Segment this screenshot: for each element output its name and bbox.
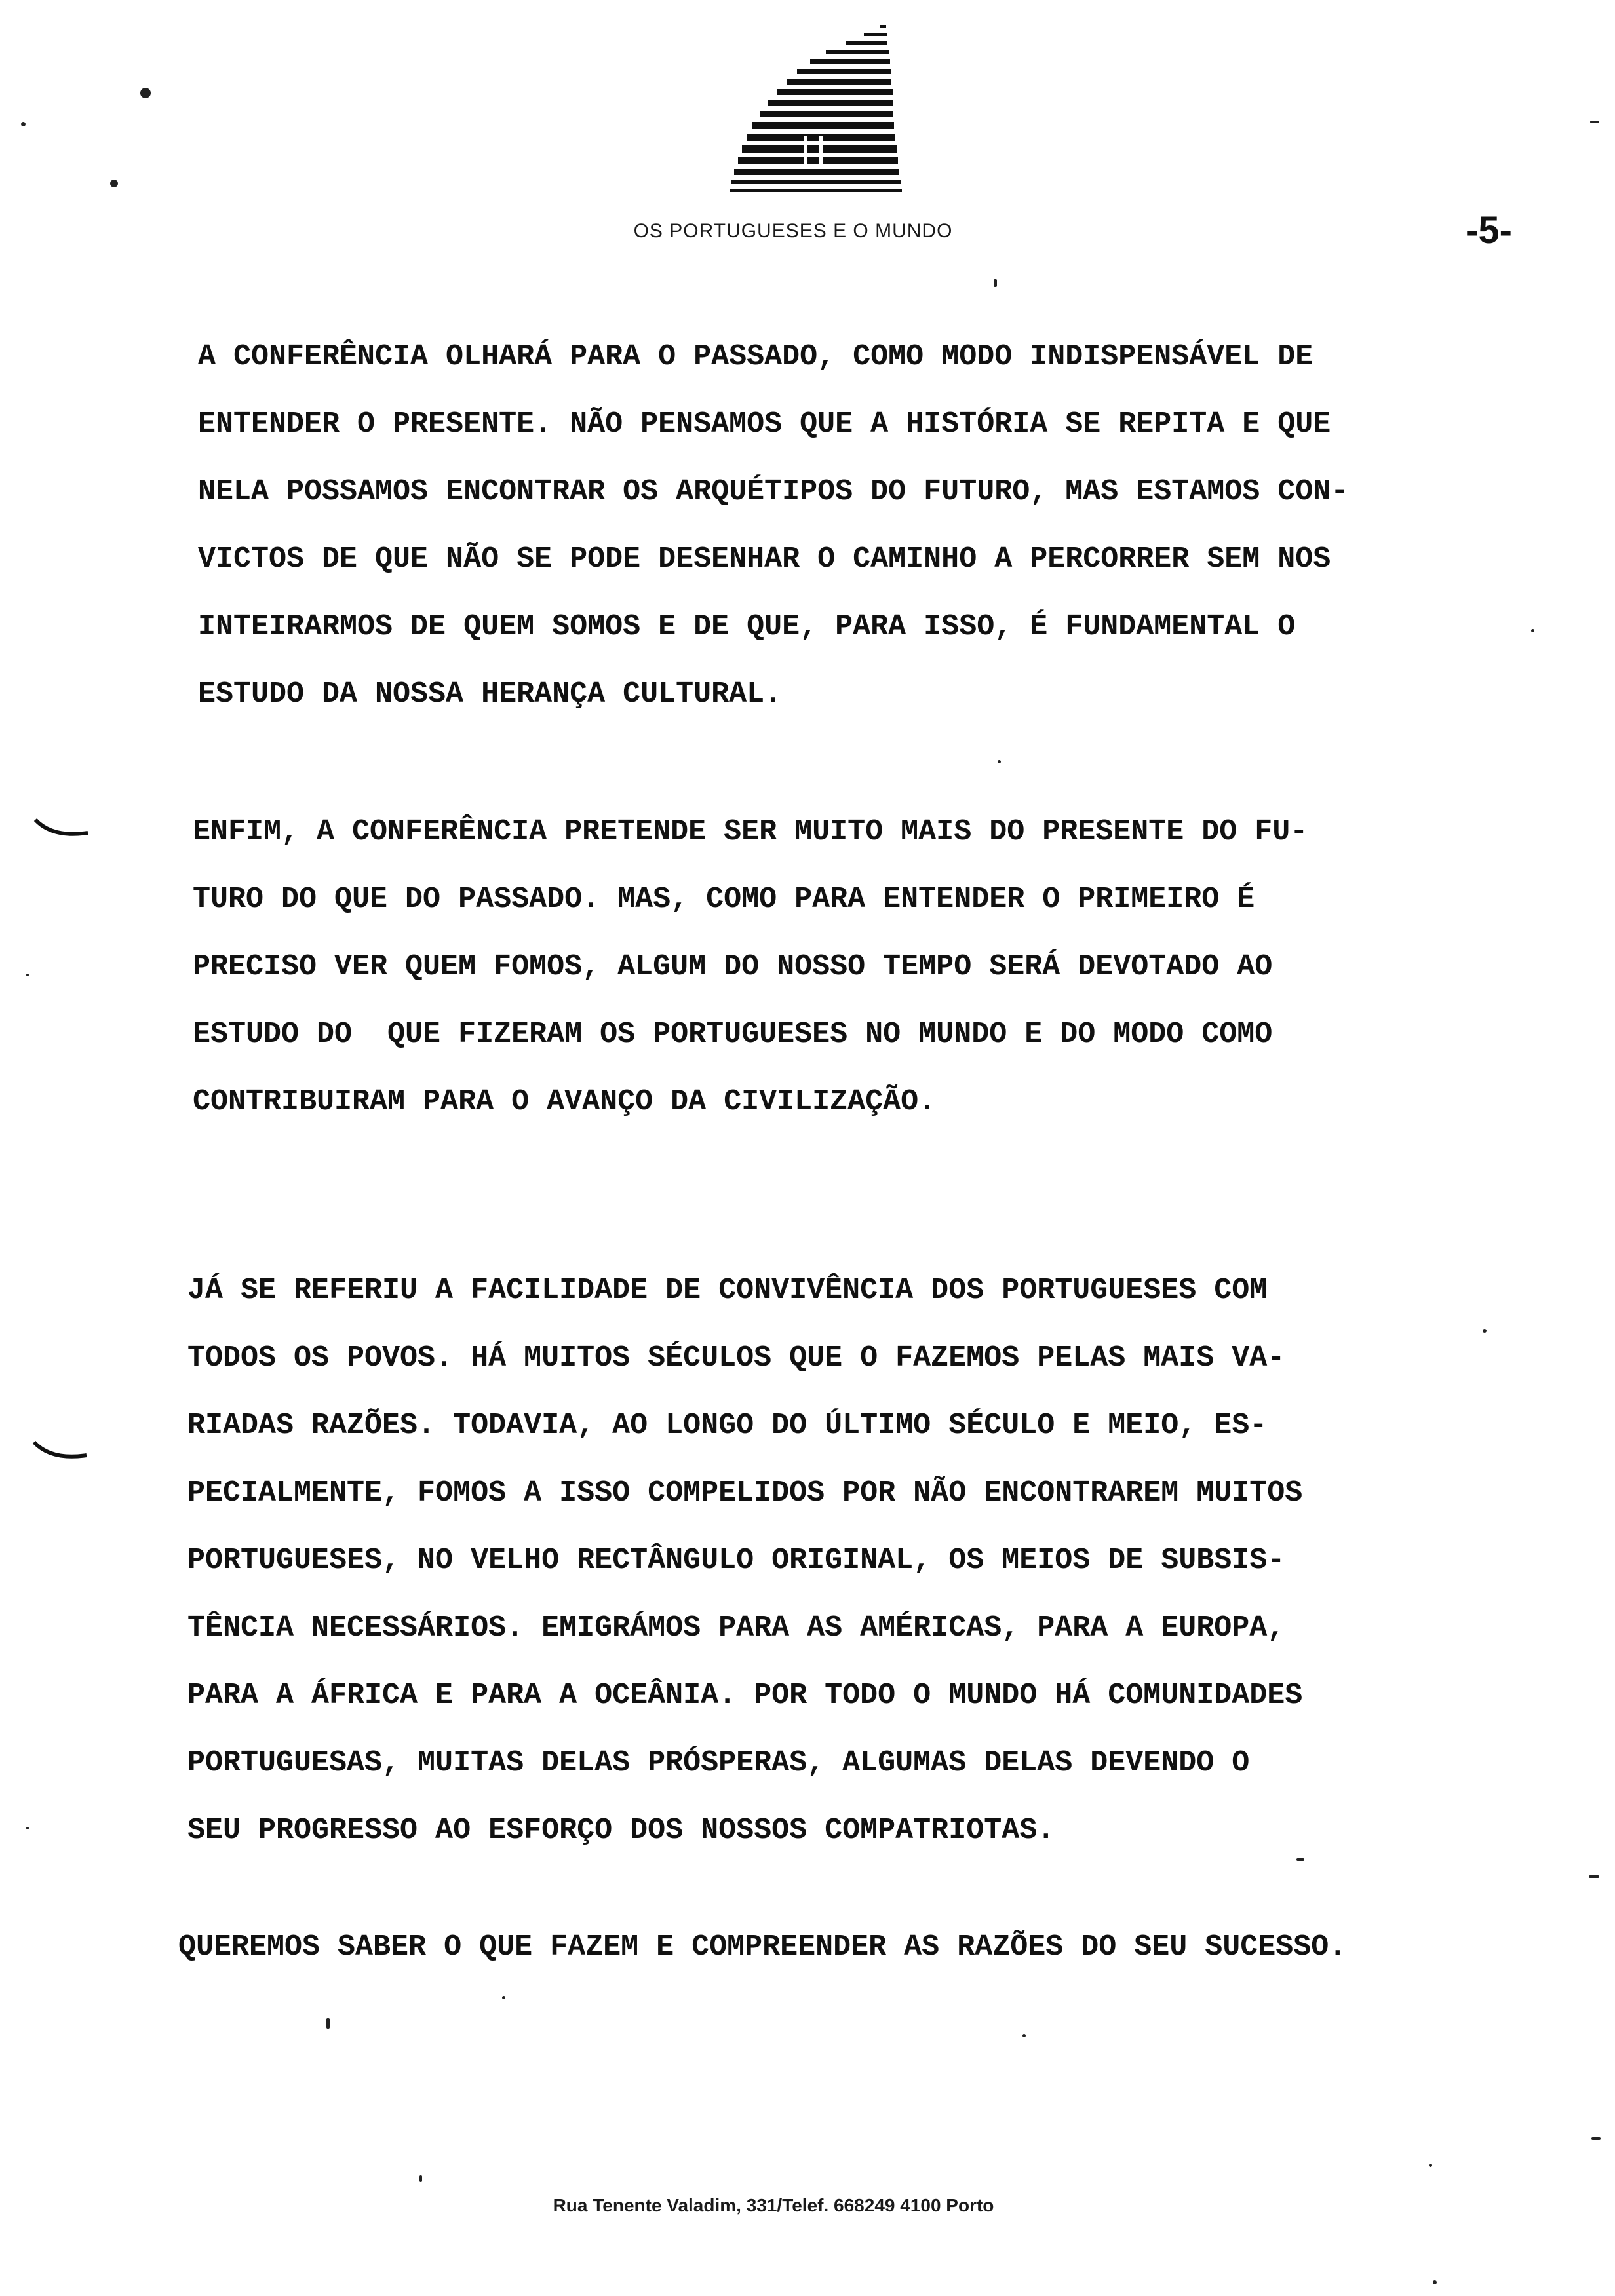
margin-punch-mark — [33, 816, 92, 842]
text-line: PORTUGUESES, NO VELHO RECTÂNGULO ORIGINAL, OS MEIOS DE SUBSIS- — [187, 1544, 1285, 1577]
scan-speck — [502, 1996, 505, 1999]
text-line: PARA A ÁFRICA E PARA A OCEÂNIA. POR TODO O MUNDO HÁ COMUNIDADES — [187, 1679, 1303, 1712]
text-line: TODOS OS POVOS. HÁ MUITOS SÉCULOS QUE O FAZEMOS PELAS MAIS VA- — [187, 1341, 1285, 1375]
text-line: A CONFERÊNCIA OLHARÁ PARA O PASSADO, COMO MODO INDISPENSÁVEL DE — [198, 340, 1313, 373]
text-line: NELA POSSAMOS ENCONTRAR OS ARQUÉTIPOS DO FUTURO, MAS ESTAMOS CON- — [198, 475, 1349, 508]
paragraph — [193, 798, 1308, 1136]
text-line: TÊNCIA NECESSÁRIOS. EMIGRÁMOS PARA AS AMÉRICAS, PARA A EUROPA, — [187, 1611, 1285, 1645]
scan-speck — [140, 88, 151, 98]
paragraph — [187, 1257, 1302, 1864]
text-line: PORTUGUESAS, MUITAS DELAS PRÓSPERAS, ALGUMAS DELAS DEVENDO O — [187, 1746, 1250, 1780]
scan-speck — [21, 122, 26, 126]
footer-address: Rua Tenente Valadim, 331/Telef. 668249 4100 Porto — [553, 2195, 994, 2215]
scan-speck — [998, 760, 1001, 763]
paragraph — [198, 323, 1348, 728]
scan-speck — [419, 2175, 422, 2182]
scan-speck — [1483, 1329, 1487, 1333]
text-line: PECIALMENTE, FOMOS A ISSO COMPELIDOS POR NÃO ENCONTRAREM MUITOS — [187, 1476, 1303, 1510]
text-line: ENFIM, A CONFERÊNCIA PRETENDE SER MUITO MAIS DO PRESENTE DO FU- — [193, 815, 1308, 849]
text-line: VICTOS DE QUE NÃO SE PODE DESENHAR O CAMINHO A PERCORRER SEM NOS — [198, 543, 1331, 576]
scan-speck — [1022, 2034, 1026, 2037]
scan-speck — [1590, 121, 1599, 123]
organization-name: OS PORTUGUESES E O MUNDO — [633, 220, 953, 242]
paragraph — [178, 1913, 1346, 1981]
scan-speck — [326, 2018, 330, 2029]
text-line: QUEREMOS SABER O QUE FAZEM E COMPREENDER AS RAZÕES DO SEU SUCESSO. — [178, 1930, 1347, 1964]
ship-sail-lines-logo-icon — [688, 25, 911, 202]
text-line: JÁ SE REFERIU A FACILIDADE DE CONVIVÊNCIA DOS PORTUGUESES COM — [187, 1274, 1268, 1307]
text-line: INTEIRARMOS DE QUEM SOMOS E DE QUE, PARA ISSO, É FUNDAMENTAL O — [198, 610, 1296, 643]
scan-speck — [1296, 1858, 1304, 1861]
scan-speck — [1429, 2164, 1432, 2167]
scan-speck — [26, 1827, 29, 1829]
scan-speck — [1591, 2137, 1601, 2140]
page-number: -5- — [1466, 209, 1512, 252]
text-line: SEU PROGRESSO AO ESFORÇO DOS NOSSOS COMPATRIOTAS. — [187, 1814, 1055, 1847]
margin-punch-mark — [31, 1438, 90, 1464]
text-line: TURO DO QUE DO PASSADO. MAS, COMO PARA ENTENDER O PRIMEIRO É — [193, 883, 1255, 916]
text-line: ESTUDO DA NOSSA HERANÇA CULTURAL. — [198, 678, 783, 711]
scan-speck — [1531, 629, 1534, 632]
scan-speck — [26, 974, 29, 976]
scan-speck — [1589, 1875, 1599, 1878]
text-line: ESTUDO DO QUE FIZERAM OS PORTUGUESES NO MUNDO E DO MODO COMO — [193, 1018, 1273, 1051]
scan-speck — [110, 180, 118, 187]
scan-speck — [994, 279, 997, 287]
text-line: PRECISO VER QUEM FOMOS, ALGUM DO NOSSO TEMPO SERÁ DEVOTADO AO — [193, 950, 1273, 984]
text-line: CONTRIBUIRAM PARA O AVANÇO DA CIVILIZAÇÃO. — [193, 1085, 937, 1119]
text-line: RIADAS RAZÕES. TODAVIA, AO LONGO DO ÚLTIMO SÉCULO E MEIO, ES- — [187, 1409, 1268, 1442]
text-line: ENTENDER O PRESENTE. NÃO PENSAMOS QUE A HISTÓRIA SE REPITA E QUE — [198, 408, 1331, 441]
scan-speck — [1433, 2280, 1437, 2284]
